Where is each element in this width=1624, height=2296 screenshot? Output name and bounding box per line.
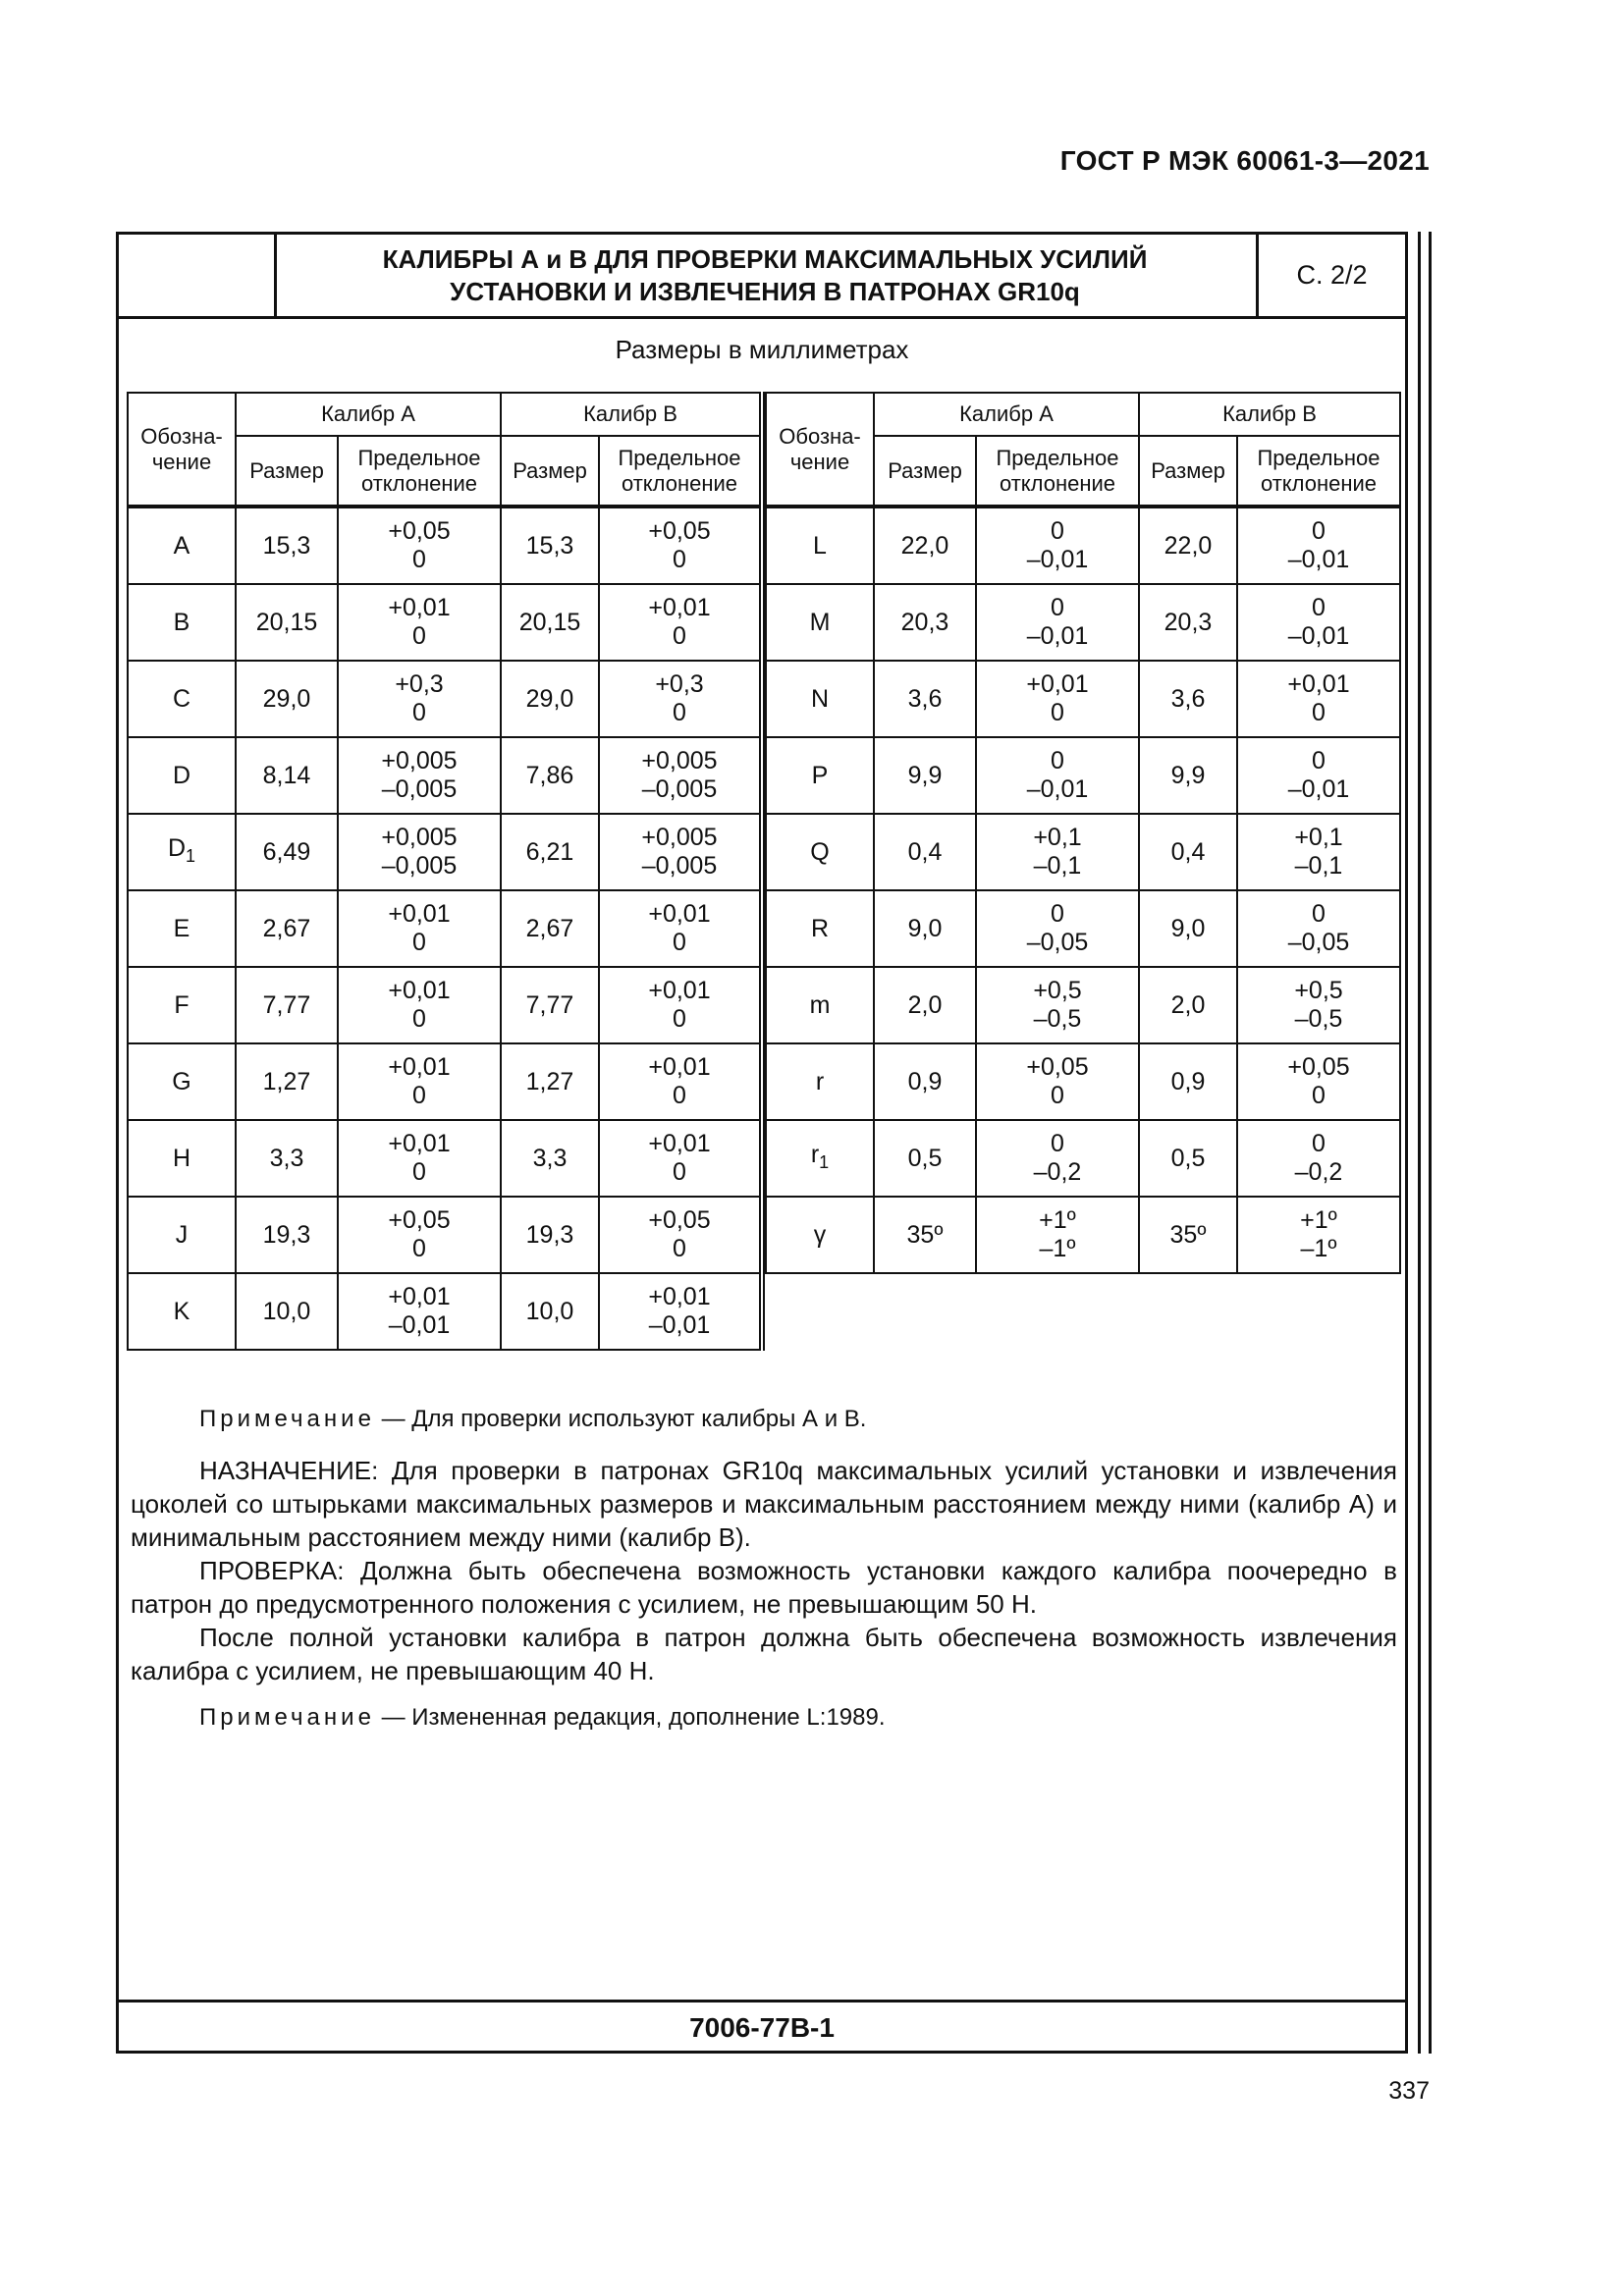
gauge-b-deviation-cell: +0,05 0: [1237, 1043, 1400, 1120]
gauge-a-deviation-cell: +0,1 –0,1: [976, 814, 1139, 890]
gauge-a-deviation-cell: 0 –0,2: [976, 1120, 1139, 1197]
table-row: [128, 890, 762, 967]
gauge-a-deviation-cell: +0,005 –0,005: [338, 814, 501, 890]
table-row: [766, 890, 1400, 967]
gauge-a-size-cell: 0,5: [874, 1120, 976, 1197]
gauge-a-deviation-cell: 0 –0,05: [976, 890, 1139, 967]
sheet-page: С. 2/2: [1256, 235, 1405, 316]
designation-letter: L: [813, 531, 827, 560]
gauge-a-deviation-cell: +0,01 –0,01: [338, 1273, 501, 1350]
designation-letter: J: [175, 1220, 189, 1249]
gauge-b-deviation-cell: 0 –0,2: [1237, 1120, 1400, 1197]
gauge-b-size-cell: 19,3: [501, 1197, 599, 1273]
gauge-b-size-cell: 35º: [1139, 1197, 1237, 1273]
designation-cell: [128, 967, 236, 1043]
gauge-b-size-cell: 2,0: [1139, 967, 1237, 1043]
gauge-a-size-cell: 22,0: [874, 507, 976, 584]
note-2-text: — Измененная редакция, дополнение L:1989.: [374, 1704, 886, 1731]
designation-letter: G: [172, 1067, 191, 1095]
note-1-label: Примечание: [199, 1406, 375, 1432]
gauge-a-deviation-cell: 0 –0,01: [976, 737, 1139, 814]
gauge-b-deviation-cell: +0,005 –0,005: [599, 814, 762, 890]
designation-cell: [766, 507, 874, 584]
designation-cell: [766, 967, 874, 1043]
note-1-text: — Для проверки используют калибры А и В.: [374, 1406, 867, 1432]
table-row: [766, 737, 1400, 814]
gauge-b-deviation-cell: +0,01 0: [1237, 661, 1400, 737]
gauge-a-size-cell: 35º: [874, 1197, 976, 1273]
designation-cell: [766, 890, 874, 967]
header-gauge-a: Калибр А: [874, 393, 1139, 436]
designation-letter: H: [172, 1144, 191, 1172]
designation-cell: [128, 507, 236, 584]
table-row: [766, 507, 1400, 584]
designation-subscript: 1: [819, 1151, 830, 1172]
title-box: [119, 235, 1405, 319]
gauge-a-size-cell: 19,3: [236, 1197, 338, 1273]
designation-cell: [128, 1197, 236, 1273]
table-row: [128, 1197, 762, 1273]
note-1: [131, 1403, 1397, 1436]
designation-cell: [128, 584, 236, 661]
gauge-a-size-cell: 6,49: [236, 814, 338, 890]
gauge-b-size-cell: 22,0: [1139, 507, 1237, 584]
table-row: [766, 661, 1400, 737]
designation-letter: E: [173, 914, 190, 942]
header-size: Размер: [501, 436, 599, 507]
gauge-b-deviation-cell: 0 –0,05: [1237, 890, 1400, 967]
gauge-a-size-cell: 10,0: [236, 1273, 338, 1350]
gauge-a-size-cell: 20,3: [874, 584, 976, 661]
gauge-b-size-cell: 0,9: [1139, 1043, 1237, 1120]
designation-letter: K: [173, 1297, 190, 1325]
title-left-cell: [119, 235, 277, 316]
header-designation: Обозна- чение: [128, 393, 236, 507]
designation-cell: [128, 661, 236, 737]
table-row: [128, 1120, 762, 1197]
table-row: [128, 814, 762, 890]
gauge-b-deviation-cell: +0,3 0: [599, 661, 762, 737]
header-deviation: Предельное отклонение: [1237, 436, 1400, 507]
gauge-b-deviation-cell: +0,01 0: [599, 967, 762, 1043]
standard-header: ГОСТ Р МЭК 60061-3—2021: [1059, 145, 1430, 176]
designation-letter: N: [810, 684, 830, 713]
table-row: [766, 1043, 1400, 1120]
header-size: Размер: [1139, 436, 1237, 507]
designation-letter: B: [173, 608, 190, 636]
gauge-b-size-cell: 9,9: [1139, 737, 1237, 814]
gauge-b-deviation-cell: +0,01 0: [599, 890, 762, 967]
gauge-b-size-cell: 2,67: [501, 890, 599, 967]
gauge-a-size-cell: 29,0: [236, 661, 338, 737]
gauge-a-size-cell: 20,15: [236, 584, 338, 661]
gauge-b-size-cell: 7,86: [501, 737, 599, 814]
gauge-a-deviation-cell: +0,05 0: [338, 1197, 501, 1273]
designation-letter: C: [172, 684, 191, 713]
designation-subscript: 1: [186, 845, 196, 866]
gauge-b-deviation-cell: +0,01 –0,01: [599, 1273, 762, 1350]
designation-cell: [766, 1120, 874, 1197]
gauge-a-deviation-cell: +0,3 0: [338, 661, 501, 737]
gauge-a-deviation-cell: +0,01 0: [338, 890, 501, 967]
gauge-b-deviation-cell: 0 –0,01: [1237, 507, 1400, 584]
gauge-a-size-cell: 15,3: [236, 507, 338, 584]
page-number: 337: [1388, 2077, 1430, 2105]
gauge-b-deviation-cell: 0 –0,01: [1237, 737, 1400, 814]
gauge-a-deviation-cell: 0 –0,01: [976, 584, 1139, 661]
designation-letter: D: [172, 761, 191, 789]
gauge-a-size-cell: 3,6: [874, 661, 976, 737]
table-row: [128, 507, 762, 584]
gauge-a-deviation-cell: +0,05 0: [976, 1043, 1139, 1120]
table-row: [128, 1043, 762, 1120]
table-row: [128, 967, 762, 1043]
table-row: [128, 1273, 762, 1350]
designation-letter: Q: [810, 837, 830, 866]
gauge-a-size-cell: 3,3: [236, 1120, 338, 1197]
table-row: [766, 1120, 1400, 1197]
table-row: [766, 967, 1400, 1043]
gauge-b-size-cell: 7,77: [501, 967, 599, 1043]
gauge-a-size-cell: 0,9: [874, 1043, 976, 1120]
designation-letter: M: [809, 608, 831, 636]
designation-cell: [128, 814, 236, 890]
gauge-a-size-cell: 0,4: [874, 814, 976, 890]
designation-letter: D: [167, 833, 187, 862]
gauge-a-deviation-cell: +0,01 0: [338, 584, 501, 661]
gauge-a-deviation-cell: +1º –1º: [976, 1197, 1139, 1273]
designation-cell: [128, 1043, 236, 1120]
gauge-b-size-cell: 9,0: [1139, 890, 1237, 967]
gauge-b-deviation-cell: +0,1 –0,1: [1237, 814, 1400, 890]
header-deviation: Предельное отклонение: [338, 436, 501, 507]
designation-letter: P: [811, 761, 829, 789]
gauge-a-deviation-cell: +0,5 –0,5: [976, 967, 1139, 1043]
table-row: [128, 661, 762, 737]
gauge-a-size-cell: 1,27: [236, 1043, 338, 1120]
designation-cell: [128, 737, 236, 814]
purpose-paragraph: НАЗНАЧЕНИЕ: Для проверки в патронах GR10q максимальных усилий установки и извлечения цоколей со штырьками максимальных размеров и максимальным расстоянием между ними (калибр А) и минимальным расстоянием между ними (калибр В).: [131, 1456, 1397, 1552]
gauge-b-size-cell: 20,15: [501, 584, 599, 661]
designation-letter: A: [173, 531, 190, 560]
designation-cell: [128, 1120, 236, 1197]
table-left-body: [128, 507, 762, 1350]
designation-cell: [766, 1197, 874, 1273]
header-designation: Обозна- чение: [766, 393, 874, 507]
designation-letter: r: [815, 1067, 825, 1095]
gauge-a-size-cell: 9,9: [874, 737, 976, 814]
designation-letter: γ: [813, 1220, 827, 1249]
gauge-b-size-cell: 1,27: [501, 1043, 599, 1120]
gauge-b-deviation-cell: 0 –0,01: [1237, 584, 1400, 661]
notes-block: [131, 1403, 1397, 1735]
designation-cell: [766, 661, 874, 737]
header-gauge-b: Калибр В: [501, 393, 762, 436]
after-paragraph: После полной установки калибра в патрон должна быть обеспечена возможность извлечения калибра с усилием, не превышающим 40 Н.: [131, 1623, 1397, 1685]
designation-cell: [128, 890, 236, 967]
table-row: [766, 1197, 1400, 1273]
table-left: [127, 392, 765, 1351]
gauge-a-deviation-cell: +0,01 0: [338, 967, 501, 1043]
note-2: [131, 1701, 1397, 1735]
gauge-b-deviation-cell: +0,5 –0,5: [1237, 967, 1400, 1043]
designation-cell: [766, 584, 874, 661]
designation-letter: r: [810, 1140, 820, 1168]
sheet-title-text: КАЛИБРЫ А и В ДЛЯ ПРОВЕРКИ МАКСИМАЛЬНЫХ УСИЛИЙ УСТАНОВКИ И ИЗВЛЕЧЕНИЯ В ПАТРОНАХ GR10q: [382, 243, 1148, 306]
designation-letter: F: [174, 990, 189, 1019]
table-row: [128, 737, 762, 814]
gauge-b-deviation-cell: +1º –1º: [1237, 1197, 1400, 1273]
sheet-title: [274, 235, 1256, 316]
gauge-b-size-cell: 10,0: [501, 1273, 599, 1350]
units-caption: Размеры в миллиметрах: [615, 335, 909, 364]
gauge-b-size-cell: 0,5: [1139, 1120, 1237, 1197]
gauge-b-deviation-cell: +0,01 0: [599, 584, 762, 661]
designation-cell: [128, 1273, 236, 1350]
designation-cell: [766, 1043, 874, 1120]
side-lines: [1418, 232, 1432, 2054]
gauge-b-deviation-cell: +0,05 0: [599, 1197, 762, 1273]
designation-cell: [766, 737, 874, 814]
gauge-a-deviation-cell: +0,005 –0,005: [338, 737, 501, 814]
gauge-b-deviation-cell: +0,01 0: [599, 1043, 762, 1120]
note-2-label: Примечание: [199, 1704, 375, 1731]
table-right: [765, 392, 1401, 1274]
gauge-a-size-cell: 2,0: [874, 967, 976, 1043]
gauge-b-size-cell: 15,3: [501, 507, 599, 584]
gauge-b-size-cell: 3,3: [501, 1120, 599, 1197]
gauge-b-size-cell: 6,21: [501, 814, 599, 890]
designation-letter: R: [810, 914, 830, 942]
header-size: Размер: [236, 436, 338, 507]
gauge-b-deviation-cell: +0,05 0: [599, 507, 762, 584]
gauge-a-deviation-cell: 0 –0,01: [976, 507, 1139, 584]
table-right-body: [766, 507, 1400, 1273]
gauge-b-deviation-cell: +0,005 –0,005: [599, 737, 762, 814]
sheet-frame: [116, 232, 1408, 2054]
gauge-b-size-cell: 20,3: [1139, 584, 1237, 661]
header-gauge-a: Калибр А: [236, 393, 501, 436]
gauge-b-size-cell: 3,6: [1139, 661, 1237, 737]
header-deviation: Предельное отклонение: [976, 436, 1139, 507]
designation-letter: m: [809, 990, 831, 1019]
gauge-a-size-cell: 7,77: [236, 967, 338, 1043]
sheet-code: 7006-77B-1: [689, 2012, 835, 2043]
gauge-a-deviation-cell: +0,01 0: [976, 661, 1139, 737]
gauge-a-size-cell: 9,0: [874, 890, 976, 967]
header-gauge-b: Калибр В: [1139, 393, 1400, 436]
gauge-b-deviation-cell: +0,01 0: [599, 1120, 762, 1197]
check-paragraph: ПРОВЕРКА: Должна быть обеспечена возможность установки каждого калибра поочередно в патрон до предусмотренного положения с усилием, не превышающим 50 Н.: [131, 1556, 1397, 1619]
gauge-a-deviation-cell: +0,05 0: [338, 507, 501, 584]
gauge-b-size-cell: 29,0: [501, 661, 599, 737]
gauge-b-size-cell: 0,4: [1139, 814, 1237, 890]
header-size: Размер: [874, 436, 976, 507]
gauge-a-deviation-cell: +0,01 0: [338, 1043, 501, 1120]
gauge-a-size-cell: 8,14: [236, 737, 338, 814]
header-deviation: Предельное отклонение: [599, 436, 762, 507]
table-row: [766, 814, 1400, 890]
table-row: [766, 584, 1400, 661]
gauge-a-deviation-cell: +0,01 0: [338, 1120, 501, 1197]
gauge-a-size-cell: 2,67: [236, 890, 338, 967]
designation-cell: [766, 814, 874, 890]
table-row: [128, 584, 762, 661]
